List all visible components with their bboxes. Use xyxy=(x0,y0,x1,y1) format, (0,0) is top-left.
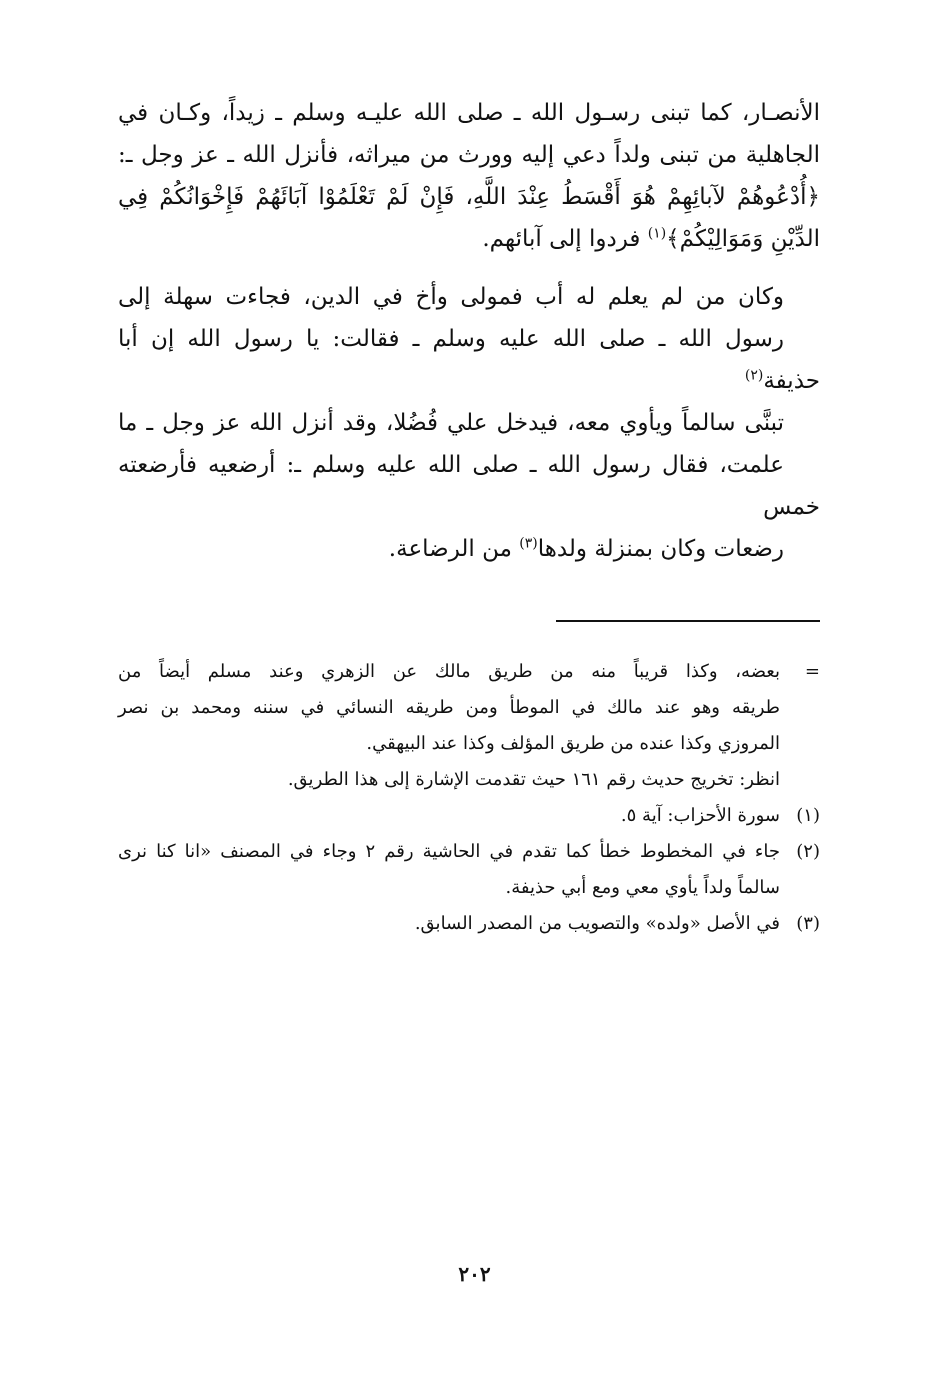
text-line xyxy=(118,318,820,402)
footnote-3 xyxy=(118,906,820,942)
text-fragment: فردوا إلى آبائهم. xyxy=(482,226,648,252)
footnote-separator xyxy=(556,620,820,622)
footnote-body xyxy=(118,834,780,906)
footnote-line: طريقه وهو عند مالك في الموطأ ومن طريقه النسائي في سننه ومحمد بن نصر xyxy=(118,697,780,718)
footnote-ref-1: (١) xyxy=(647,225,667,242)
footnote-2 xyxy=(118,834,820,906)
text-line: وكان من لم يعلم له أب فمولى وأخ في الدين، فجاءت سهلة إلى xyxy=(118,284,784,310)
footnote-marker: = xyxy=(804,661,820,682)
text-line: الأنصـار، كما تبنى رسـول الله ـ صلى الله عليـه وسلم ـ زيداً، وكـان في xyxy=(118,100,820,126)
text-line xyxy=(118,218,820,260)
footnote-marker: (١) xyxy=(796,805,820,826)
text-line: علمت، فقال رسول الله ـ صلى الله عليه وسلم ـ: أرضعيه فأرضعته خمس xyxy=(118,452,820,520)
paragraph-1 xyxy=(118,92,820,260)
text-line xyxy=(118,528,820,570)
footnote-1 xyxy=(118,798,820,834)
text-fragment: رسول الله ـ صلى الله عليه وسلم ـ فقالت: يا رسول الله إن أبا حذيفة xyxy=(118,326,820,394)
footnote-body xyxy=(118,798,780,834)
footnote-line: سورة الأحزاب: آية ٥. xyxy=(620,805,780,826)
quran-verse-line: ﴿أُدْعُوهُمْ لآبائِهِمْ هُوَ أَقْسَطُ عِنْدَ اللَّهِ، فَإِنْ لَمْ تَعْلَمُوْا آبَائَهُمْ فَإِخْوَانُكُمْ فِي xyxy=(118,184,820,210)
footnotes xyxy=(118,654,820,942)
footnote-line: في الأصل «ولده» والتصويب من المصدر السابق. xyxy=(414,913,780,934)
footnote-line: بعضه، وكذا قريباً منه من طريق مالك عن الزهري وعند مسلم أيضاً من xyxy=(118,661,780,682)
footnote-line: انظر: تخريج حديث رقم ١٦١ حيث تقدمت الإشارة إلى هذا الطريق. xyxy=(287,769,780,790)
footnote-line: سالماً ولداً يأوي معي ومع أبي حذيفة. xyxy=(505,877,780,898)
paragraph-2 xyxy=(118,276,820,570)
footnote-marker: (٢) xyxy=(796,841,820,862)
quran-verse-end: الدِّيْنِ وَمَوَالِيْكُمْ﴾ xyxy=(666,226,820,252)
text-fragment: من الرضاعة. xyxy=(388,536,520,562)
main-text xyxy=(118,92,820,570)
text-line: تبنَّى سالماً ويأوي معه، فيدخل علي فُضُلا، وقد أنزل الله عز وجل ـ ما xyxy=(118,410,784,436)
footnote-body xyxy=(118,906,780,942)
footnote-body xyxy=(118,654,780,798)
footnote-ref-3: (٣) xyxy=(519,535,538,552)
footnote-marker: (٣) xyxy=(796,913,820,934)
footnote-line: المروزي وكذا عنده من طريق المؤلف وكذا عند البيهقي. xyxy=(366,733,780,754)
footnote-ref-2: (٢) xyxy=(744,367,764,384)
footnote-line: جاء في المخطوط خطأ كما تقدم في الحاشية رقم ٢ وجاء في المصنف «انا كنا نرى xyxy=(118,841,780,862)
page-number: ٢٠٢ xyxy=(458,1262,491,1286)
footnote-continuation xyxy=(118,654,820,798)
text-line: الجاهلية من تبنى ولداً دعي إليه وورث من ميراثه، فأنزل الله ـ عز وجل ـ: xyxy=(118,142,820,168)
text-fragment: رضعات وكان بمنزلة ولدها xyxy=(537,536,784,562)
